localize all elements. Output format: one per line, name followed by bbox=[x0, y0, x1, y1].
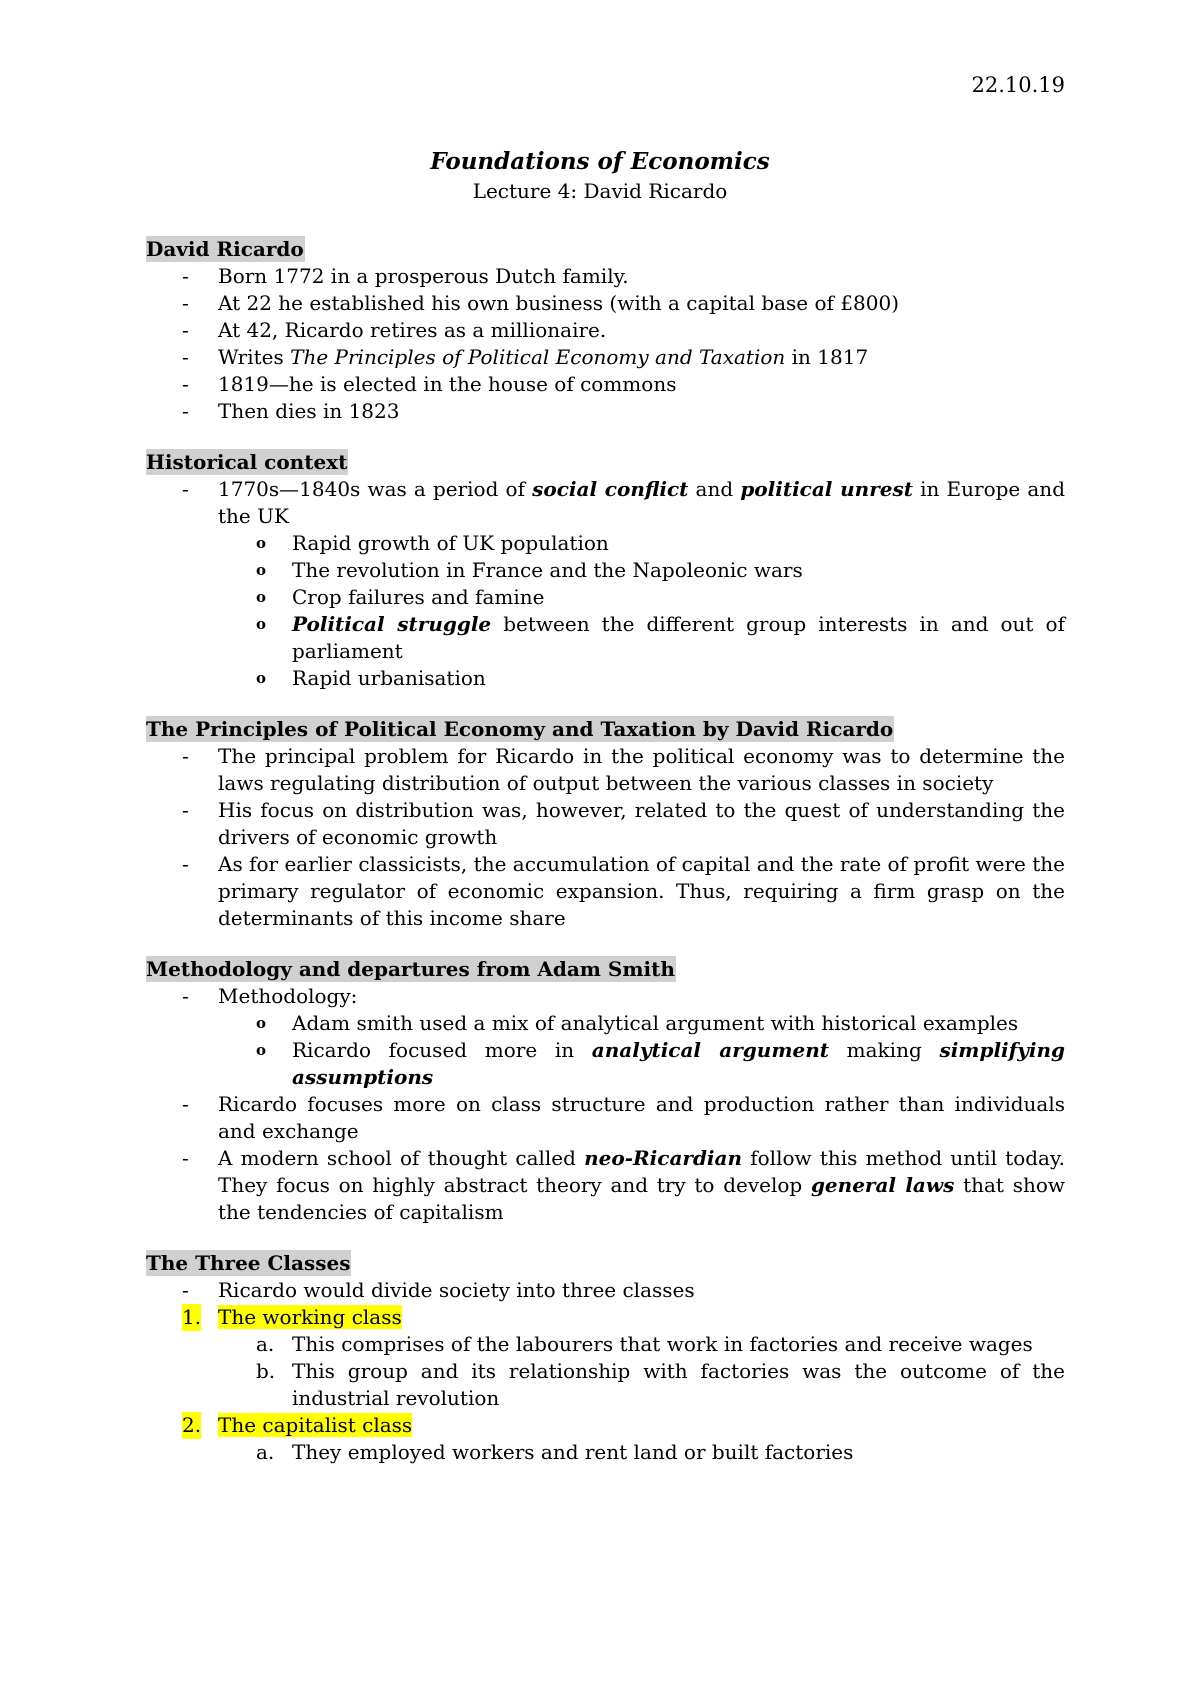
bullet-marker: o bbox=[256, 1014, 267, 1032]
dash-marker: - bbox=[182, 318, 189, 342]
item-text: At 42, Ricardo retires as a millionaire. bbox=[218, 318, 607, 342]
sub-list-item bbox=[146, 665, 1065, 692]
document-body bbox=[146, 236, 1065, 1490]
item-text: and bbox=[688, 477, 741, 501]
numbered-item bbox=[146, 1412, 1065, 1439]
list-item bbox=[146, 317, 1065, 344]
dash-marker: - bbox=[182, 264, 189, 288]
section-heading: Methodology and departures from Adam Smith bbox=[146, 957, 675, 981]
item-text: making bbox=[829, 1038, 940, 1062]
emphasis: political unrest bbox=[740, 477, 913, 501]
dash-marker: - bbox=[182, 852, 189, 876]
item-text: Ricardo focused more in bbox=[292, 1038, 592, 1062]
emphasis: analytical argument bbox=[591, 1038, 829, 1062]
item-text: 1770s—1840s was a period of bbox=[218, 477, 533, 501]
number-marker: 2. bbox=[182, 1413, 202, 1437]
dash-marker: - bbox=[182, 1278, 189, 1302]
item-text: Rapid urbanisation bbox=[292, 666, 486, 690]
section-heading: The Principles of Political Economy and Taxation by David Ricardo bbox=[146, 717, 894, 741]
item-text: Crop failures and famine bbox=[292, 585, 545, 609]
section-heading: David Ricardo bbox=[146, 237, 304, 261]
letter-marker: b. bbox=[256, 1359, 276, 1383]
date: 22.10.19 bbox=[971, 73, 1065, 97]
item-text: Adam smith used a mix of analytical argument with historical examples bbox=[292, 1011, 1019, 1035]
dash-marker: - bbox=[182, 345, 189, 369]
section-historical-context bbox=[146, 449, 1065, 692]
item-text: As for earlier classicists, the accumulation of capital and the rate of profit were the primary regulator of economic expansion. Thus, requiring a firm grasp on the determinants of this income share bbox=[218, 852, 1065, 930]
lettered-item bbox=[146, 1331, 1065, 1358]
dash-marker: - bbox=[182, 372, 189, 396]
sub-list-item bbox=[146, 1037, 1065, 1091]
emphasis: general laws bbox=[810, 1173, 955, 1197]
book-title: The Principles of Political Economy and Taxation bbox=[290, 345, 786, 369]
item-text: The revolution in France and the Napoleonic wars bbox=[292, 558, 803, 582]
bullet-marker: o bbox=[256, 588, 267, 606]
list-item bbox=[146, 398, 1065, 425]
bullet-marker: o bbox=[256, 669, 267, 687]
highlighted-text: The capitalist class bbox=[218, 1413, 413, 1437]
sub-list-item bbox=[146, 1010, 1065, 1037]
lettered-item bbox=[146, 1358, 1065, 1412]
emphasis: neo-Ricardian bbox=[584, 1146, 743, 1170]
item-text: in Europe and the UK bbox=[218, 477, 1065, 528]
list-item bbox=[146, 344, 1065, 371]
dash-marker: - bbox=[182, 1146, 189, 1170]
highlighted-text: The working class bbox=[218, 1305, 402, 1329]
sub-list-item bbox=[146, 557, 1065, 584]
item-text: Methodology: bbox=[218, 984, 358, 1008]
bullet-marker: o bbox=[256, 534, 267, 552]
item-text: Then dies in 1823 bbox=[218, 399, 400, 423]
item-text: that show the tendencies of capitalism bbox=[218, 1173, 1065, 1224]
item-text: follow this method until today. They focus on highly abstract theory and try to develop bbox=[218, 1146, 1065, 1197]
section-principles bbox=[146, 716, 1065, 932]
item-text: They employed workers and rent land or built factories bbox=[292, 1440, 854, 1464]
bullet-marker: o bbox=[256, 1041, 267, 1059]
dash-marker: - bbox=[182, 291, 189, 315]
section-three-classes bbox=[146, 1250, 1065, 1466]
emphasis: simplifying assumptions bbox=[292, 1038, 1065, 1089]
sub-list-item bbox=[146, 611, 1065, 665]
letter-marker: a. bbox=[256, 1440, 275, 1464]
item-text: His focus on distribution was, however, related to the quest of understanding the drivers of economic growth bbox=[218, 798, 1065, 849]
item-text: between the different group interests in and out of parliament bbox=[292, 612, 1065, 663]
section-methodology bbox=[146, 956, 1065, 1226]
item-text: 1819—he is elected in the house of commons bbox=[218, 372, 677, 396]
item-text: Ricardo focuses more on class structure and production rather than individuals and exchange bbox=[218, 1092, 1065, 1143]
document-title: Foundations of Economics bbox=[430, 148, 770, 175]
section-heading: Historical context bbox=[146, 450, 348, 474]
section-david-ricardo bbox=[146, 236, 1065, 425]
number-marker: 1. bbox=[182, 1305, 202, 1329]
item-text: This comprises of the labourers that work in factories and receive wages bbox=[292, 1332, 1033, 1356]
section-heading: The Three Classes bbox=[146, 1251, 351, 1275]
item-text: Ricardo would divide society into three classes bbox=[218, 1278, 695, 1302]
item-text: Born 1772 in a prosperous Dutch family. bbox=[218, 264, 629, 288]
letter-marker: a. bbox=[256, 1332, 275, 1356]
title-block bbox=[0, 147, 1200, 205]
document-subtitle: Lecture 4: David Ricardo bbox=[472, 179, 728, 203]
list-item bbox=[146, 263, 1065, 290]
item-text: in 1817 bbox=[785, 345, 869, 369]
list-item bbox=[146, 983, 1065, 1010]
sub-list-item bbox=[146, 584, 1065, 611]
dash-marker: - bbox=[182, 477, 189, 501]
list-item bbox=[146, 290, 1065, 317]
item-text: This group and its relationship with factories was the outcome of the industrial revolution bbox=[292, 1359, 1065, 1410]
lettered-item bbox=[146, 1439, 1065, 1466]
dash-marker: - bbox=[182, 1092, 189, 1116]
list-item bbox=[146, 476, 1065, 530]
numbered-item bbox=[146, 1304, 1065, 1331]
dash-marker: - bbox=[182, 399, 189, 423]
item-text: Writes bbox=[218, 345, 291, 369]
item-text: At 22 he established his own business (with a capital base of £800) bbox=[218, 291, 900, 315]
list-item bbox=[146, 851, 1065, 932]
dash-marker: - bbox=[182, 744, 189, 768]
list-item bbox=[146, 371, 1065, 398]
list-item bbox=[146, 1091, 1065, 1145]
emphasis: Political struggle bbox=[292, 612, 492, 636]
dash-marker: - bbox=[182, 984, 189, 1008]
item-text: Rapid growth of UK population bbox=[292, 531, 609, 555]
item-text: The principal problem for Ricardo in the political economy was to determine the laws regulating distribution of output between the various classes in society bbox=[218, 744, 1065, 795]
list-item bbox=[146, 797, 1065, 851]
list-item bbox=[146, 743, 1065, 797]
list-item bbox=[146, 1145, 1065, 1226]
sub-list-item bbox=[146, 530, 1065, 557]
list-item bbox=[146, 1277, 1065, 1304]
bullet-marker: o bbox=[256, 561, 267, 579]
item-text: A modern school of thought called bbox=[218, 1146, 585, 1170]
dash-marker: - bbox=[182, 798, 189, 822]
bullet-marker: o bbox=[256, 615, 267, 633]
emphasis: social conflict bbox=[532, 477, 689, 501]
